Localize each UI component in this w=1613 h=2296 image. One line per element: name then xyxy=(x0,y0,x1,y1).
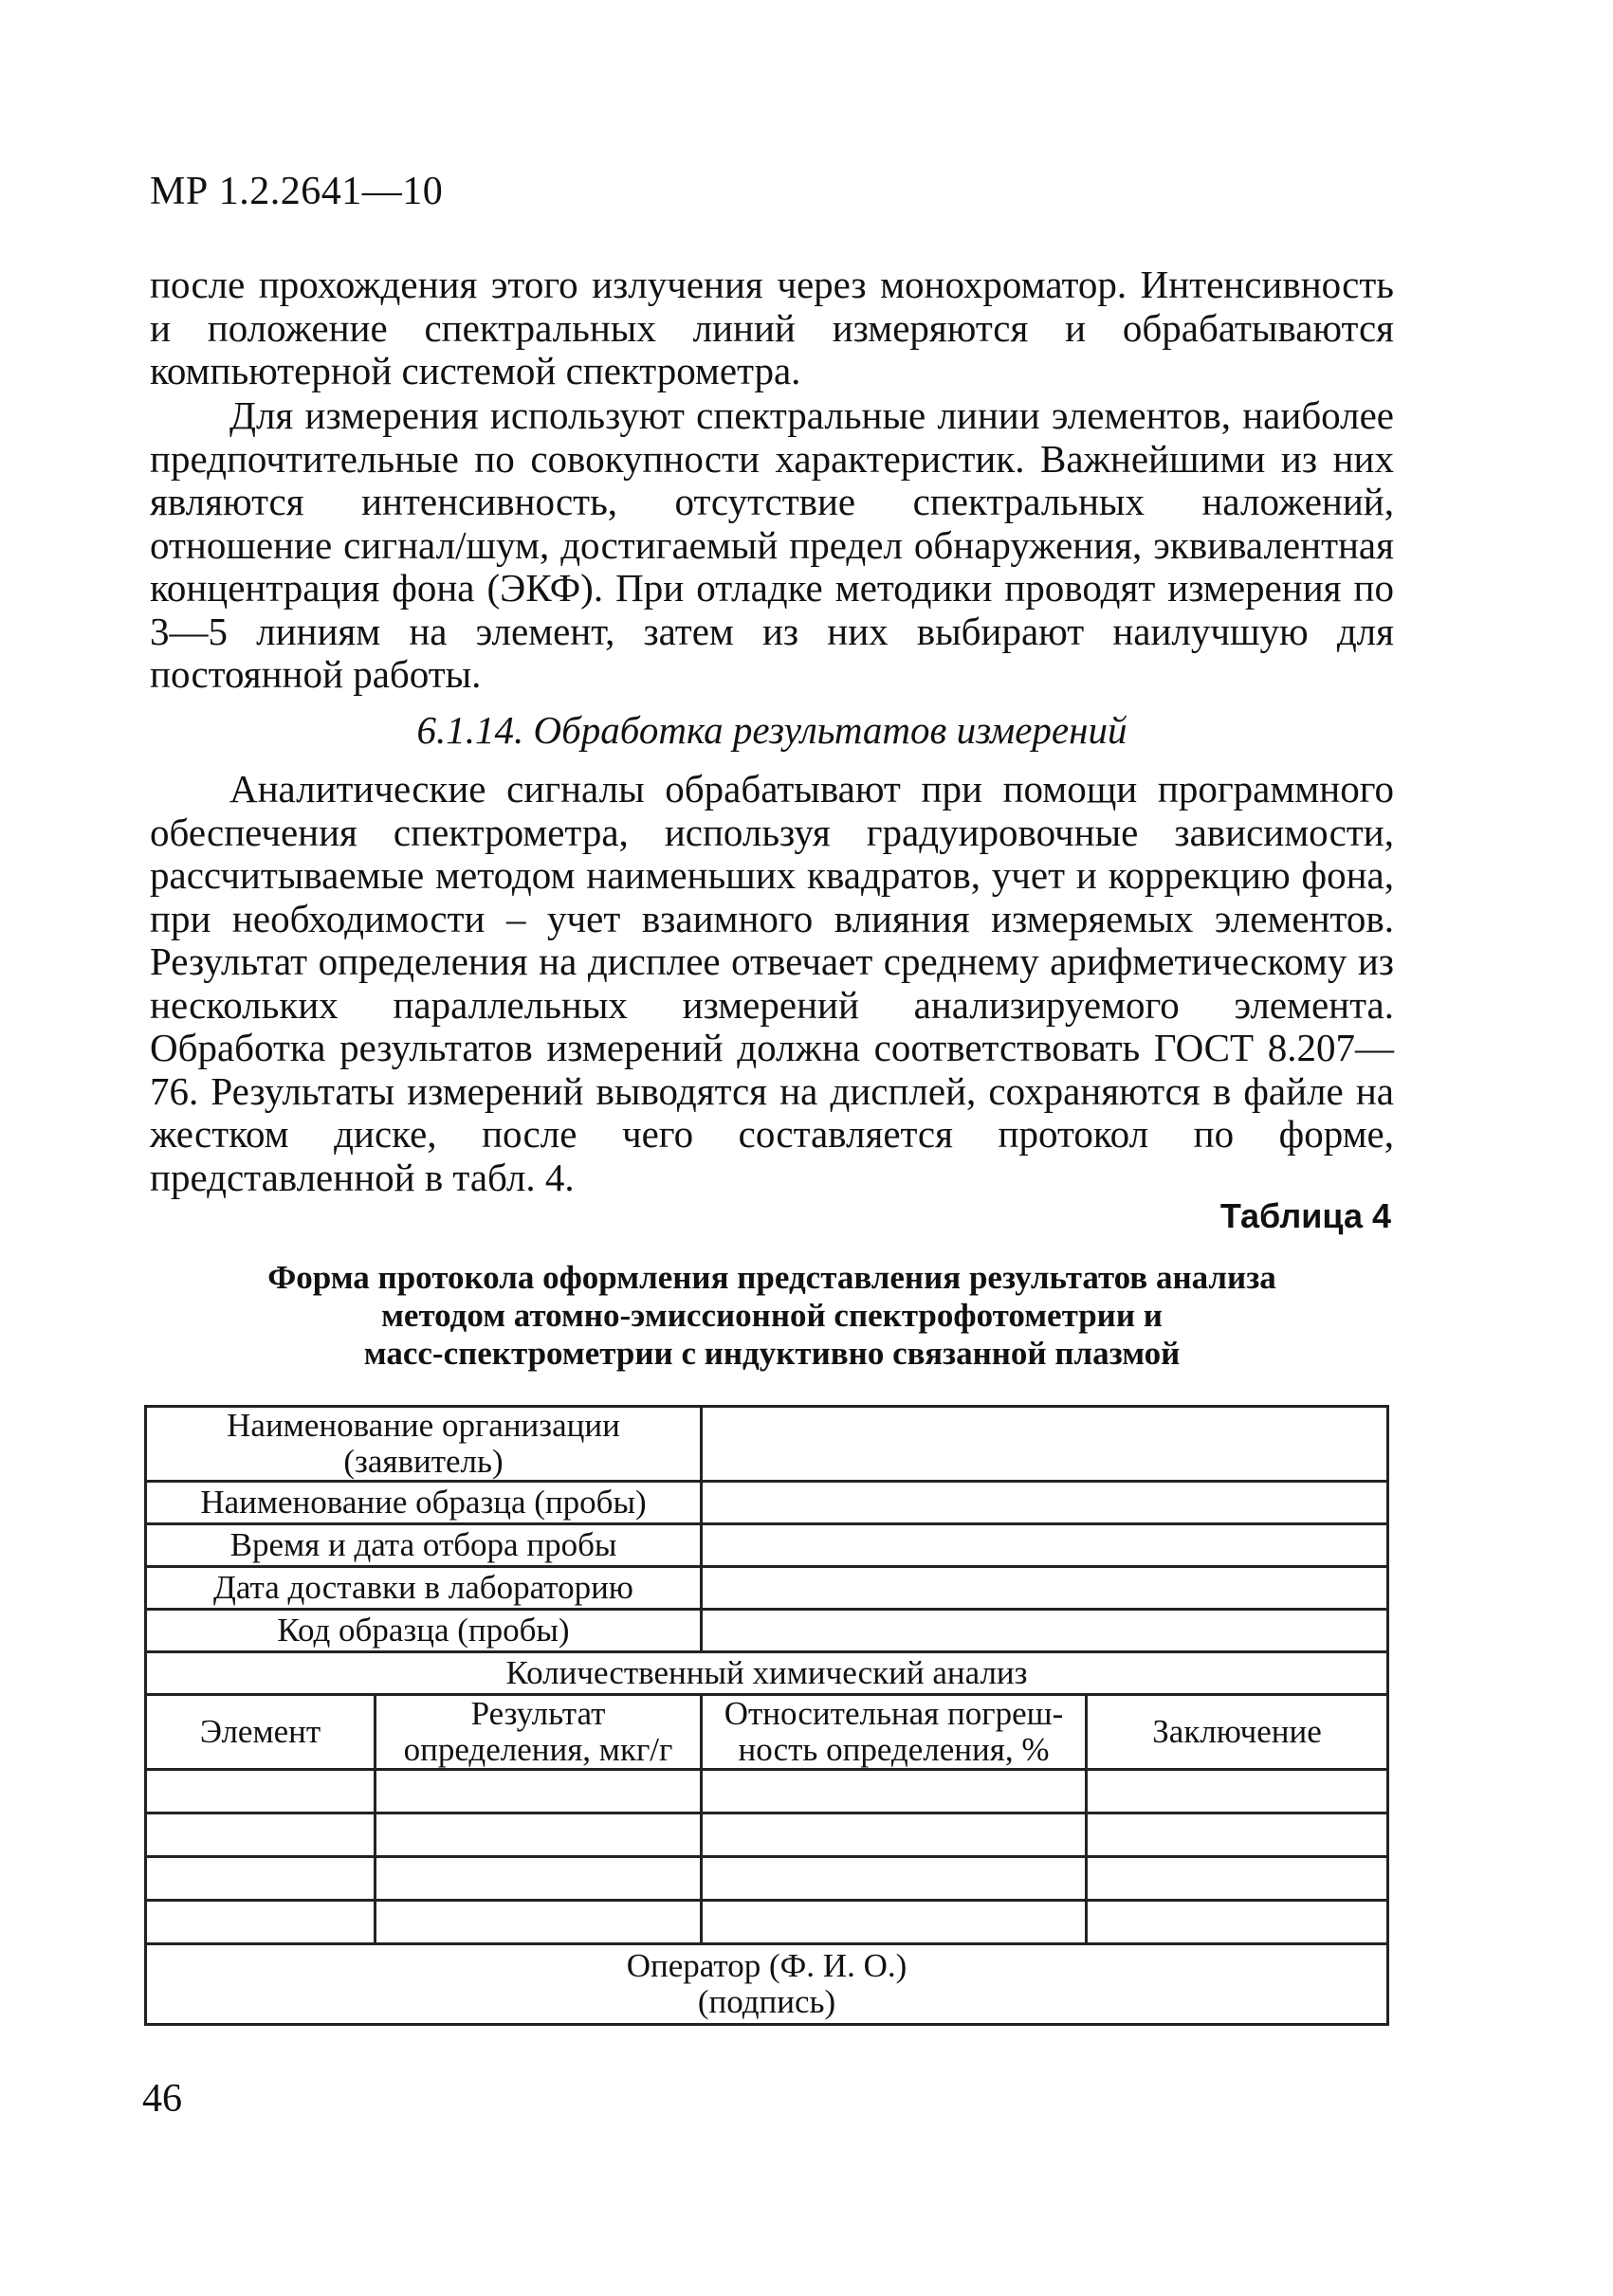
table-row-sampling-time xyxy=(146,1524,1388,1567)
cell-label: Наименование организации (заявитель) xyxy=(146,1407,702,1482)
document-code-header: МР 1.2.2641—10 xyxy=(150,170,444,213)
table-cell xyxy=(1087,1770,1388,1813)
cell-label: Код образца (пробы) xyxy=(146,1610,702,1652)
page-number: 46 xyxy=(142,2077,182,2121)
table-section-title: Количественный химический анализ xyxy=(146,1652,1388,1695)
cell-label: Время и дата отбора пробы xyxy=(146,1524,702,1567)
paragraph-continuation: после прохождения этого излучения через монохроматор. Интенсивность и положение спектральных линий измеряются и обрабатываются компьютерной системой спектрометра. xyxy=(150,263,1394,392)
table-section-row xyxy=(146,1652,1388,1695)
table-cell xyxy=(702,1813,1087,1857)
cell-label: Дата доставки в лабораторию xyxy=(146,1567,702,1610)
table-row xyxy=(146,1770,1388,1813)
table-title-line: Форма протокола оформления представления результатов анализа xyxy=(267,1259,1276,1296)
operator-signature-cell xyxy=(146,1944,1388,2025)
column-header-result: Результат определения, мкг/г xyxy=(376,1695,702,1770)
table-row xyxy=(146,1857,1388,1901)
cell-value xyxy=(702,1567,1388,1610)
table-cell xyxy=(702,1857,1087,1901)
table-title-line: методом атомно-эмиссионной спектрофотометрии и xyxy=(381,1297,1163,1334)
operator-label: Оператор (Ф. И. О.) xyxy=(626,1947,907,1984)
cell-value xyxy=(702,1610,1388,1652)
protocol-table xyxy=(144,1405,1389,2026)
cell-label: Наименование образца (пробы) xyxy=(146,1482,702,1524)
paragraph-results-processing: Аналитические сигналы обрабатывают при помощи программного обеспечения спектрометра, используя градуировочные зависимости, рассчитываемые методом наименьших квадратов, учет и коррекцию фона, при необходимости – учет взаимного влияния измеряемых элементов. Результат определения на дисплее отвечает среднему арифметическому из нескольких параллельных измерений анализируемого элемента. Обработка результатов измерений должна соответствовать ГОСТ 8.207—76. Результаты измерений выводятся на дисплей, сохраняются в файле на жестком диске, после чего составляется протокол по форме, представленной в табл. 4. xyxy=(150,767,1394,1199)
table-label: Таблица 4 xyxy=(1219,1196,1391,1235)
table-row-delivery-date xyxy=(146,1567,1388,1610)
table-cell xyxy=(1087,1813,1388,1857)
table-row-sample-code xyxy=(146,1610,1388,1652)
table-header-row xyxy=(146,1695,1388,1770)
cell-value xyxy=(702,1407,1388,1482)
table-cell xyxy=(1087,1901,1388,1944)
table-row-organization xyxy=(146,1407,1388,1482)
cell-value xyxy=(702,1482,1388,1524)
paragraph-spectral-lines: Для измерения используют спектральные линии элементов, наиболее предпочтительные по совокупности характеристик. Важнейшими из них являются интенсивность, отсутствие спектральных наложений, отношение сигнал/шум, достигаемый предел обнаружения, эквивалентная концентрация фона (ЭКФ). При отладке методики проводят измерения по 3—5 линиям на элемент, затем из них выбирают наилучшую для постоянной работы. xyxy=(150,393,1394,696)
table-cell xyxy=(146,1901,376,1944)
column-header-relative-error: Относительная погреш- ность определения, % xyxy=(702,1695,1087,1770)
table-title xyxy=(150,1259,1394,1373)
signature-label: (подпись) xyxy=(697,1983,836,2020)
cell-value xyxy=(702,1524,1388,1567)
table-row xyxy=(146,1813,1388,1857)
table-cell xyxy=(1087,1857,1388,1901)
table-cell xyxy=(146,1770,376,1813)
table-row xyxy=(146,1901,1388,1944)
table-cell xyxy=(376,1901,702,1944)
column-header-element: Элемент xyxy=(146,1695,376,1770)
table-cell xyxy=(702,1901,1087,1944)
table-title-line: масс-спектрометрии с индуктивно связанной плазмой xyxy=(363,1335,1181,1372)
table-cell xyxy=(702,1770,1087,1813)
table-cell xyxy=(376,1857,702,1901)
column-header-conclusion: Заключение xyxy=(1087,1695,1388,1770)
table-cell xyxy=(146,1857,376,1901)
table-footer-row xyxy=(146,1944,1388,2025)
table-cell xyxy=(376,1813,702,1857)
table-row-sample-name xyxy=(146,1482,1388,1524)
section-heading: 6.1.14. Обработка результатов измерений xyxy=(416,708,1127,752)
table-cell xyxy=(376,1770,702,1813)
table-cell xyxy=(146,1813,376,1857)
